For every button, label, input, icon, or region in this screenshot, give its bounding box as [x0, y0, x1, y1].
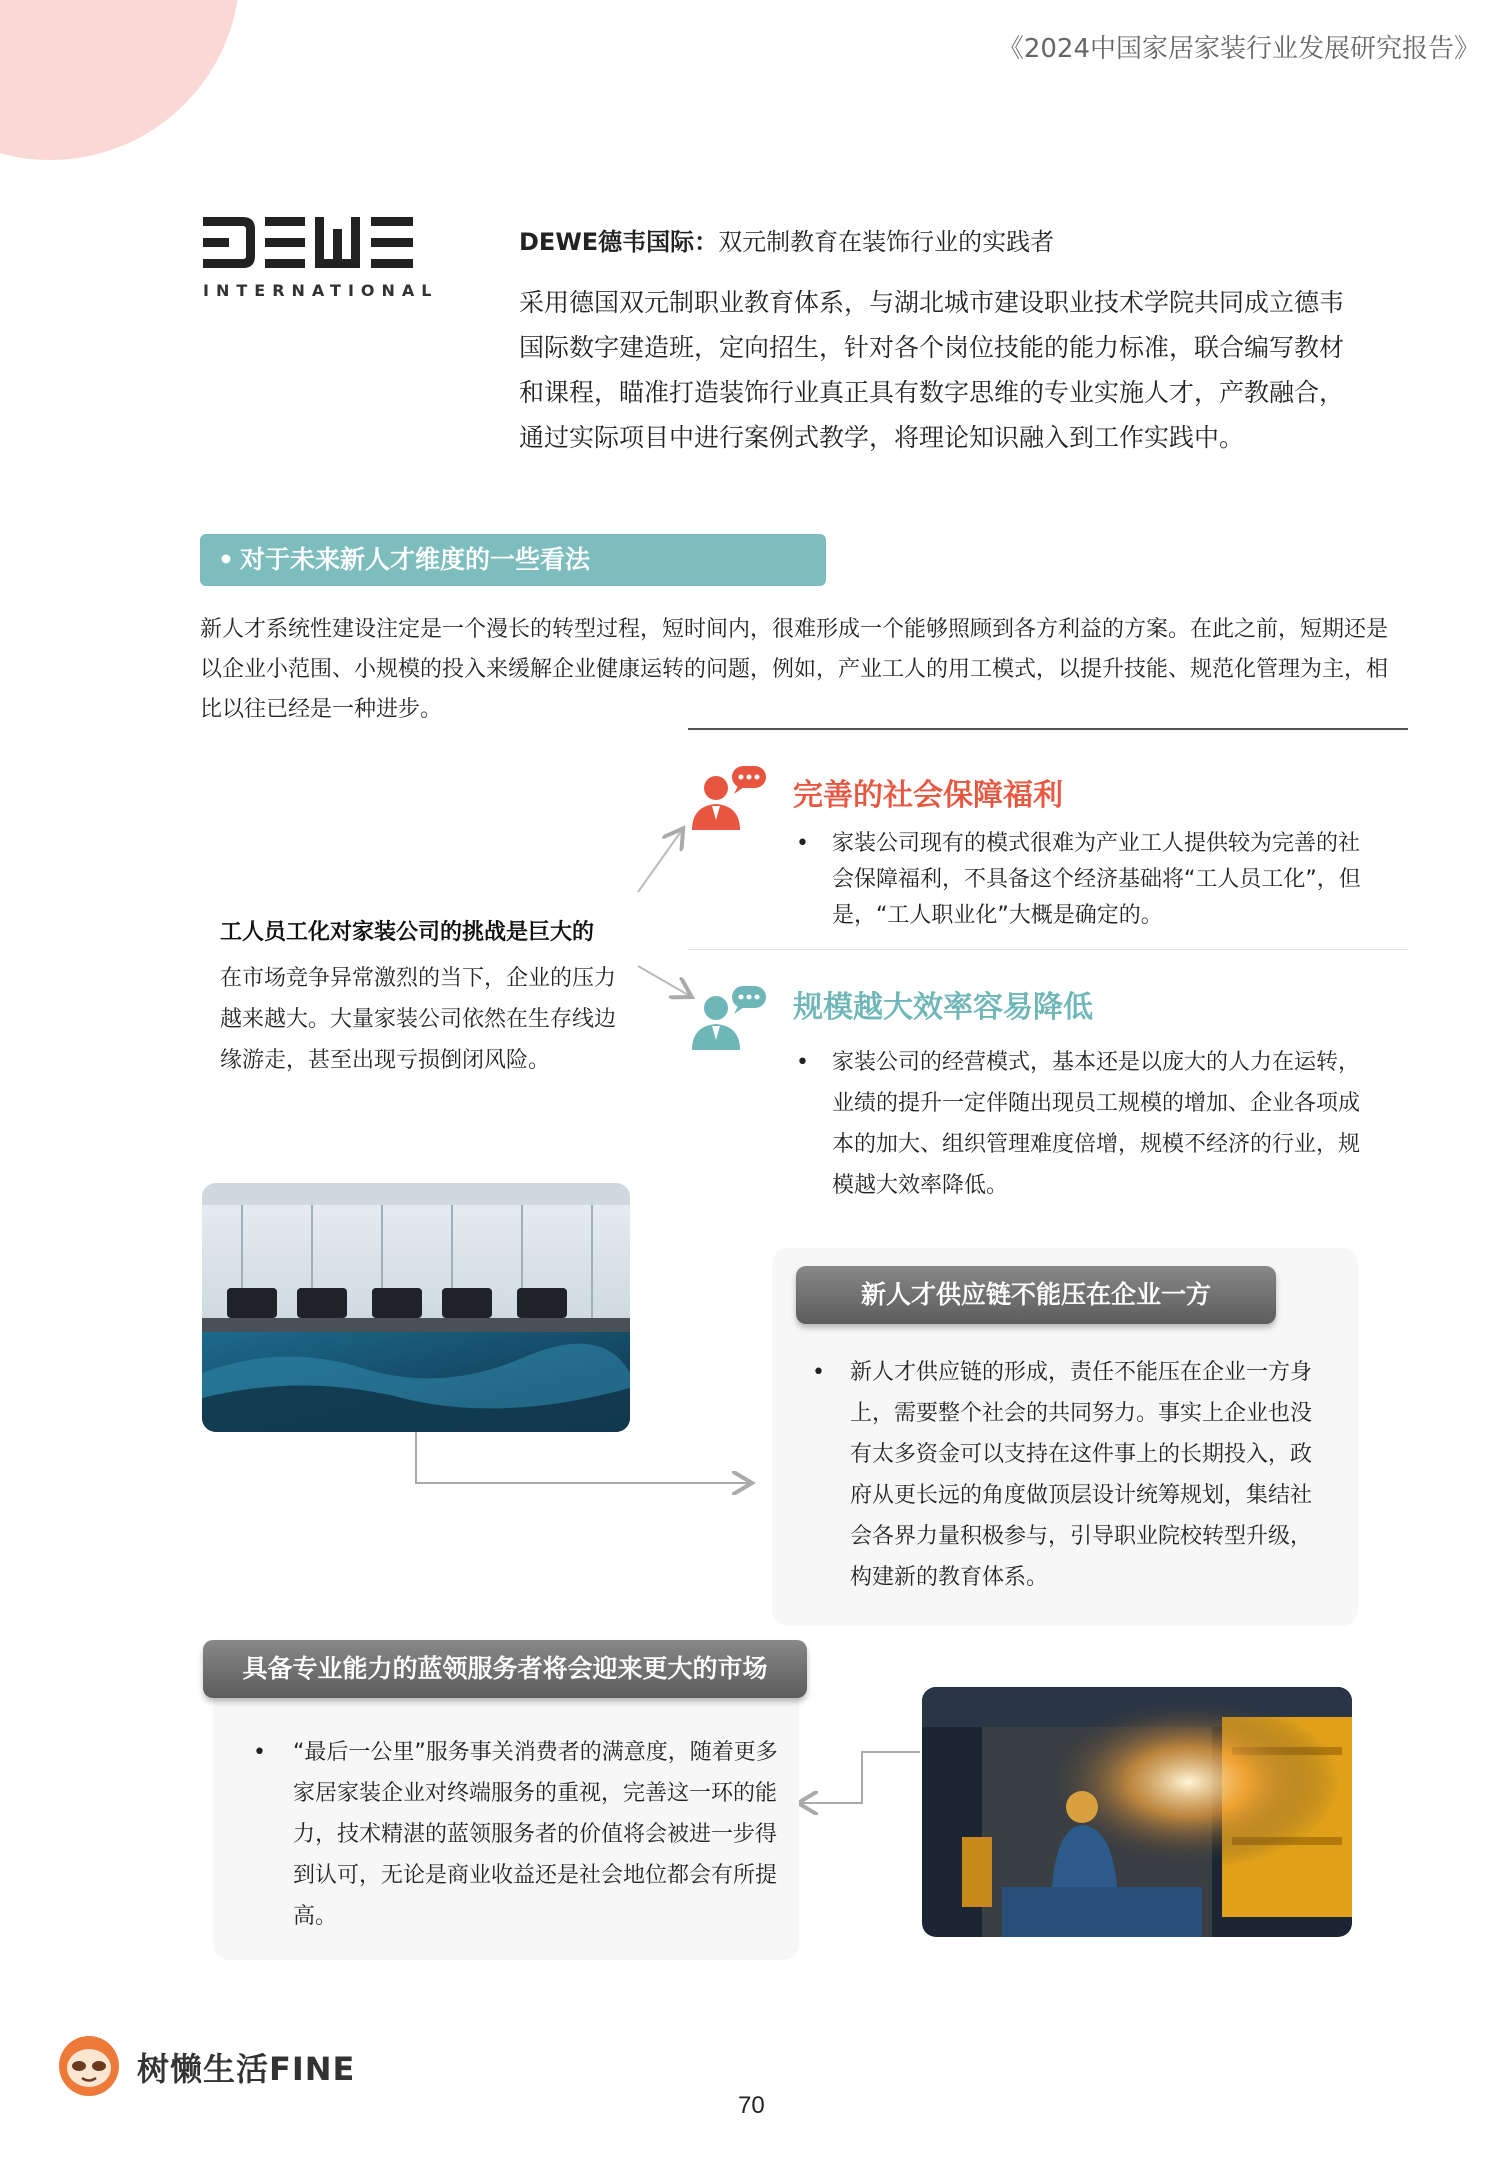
- office-photo: [202, 1183, 630, 1432]
- dewe-heading-rest: 双元制教育在装饰行业的实践者: [718, 228, 1055, 256]
- sloth-logo-icon: [55, 2030, 127, 2100]
- worker-speech-icon: [688, 982, 768, 1052]
- feature-text-scale: 家装公司的经营模式，基本还是以庞大的人力在运转，业绩的提升一定伴随出现员工规模的增加、企业各项成本的加大、组织管理难度倍增，规模不经济的行业，规模越大效率降低。: [832, 1050, 1361, 1198]
- blue-collar-body: [253, 1732, 793, 1937]
- dewe-heading-bold: DEWE德韦国际：: [519, 228, 719, 256]
- supply-bullet: •: [812, 1360, 825, 1385]
- footer-brand-name: 树懒生活FINE: [137, 2050, 356, 2088]
- section-heading-pill: [200, 534, 826, 586]
- report-title: 《2024中国家居家装行业发展研究报告》: [997, 34, 1480, 64]
- section-title: 对于未来新人才维度的一些看法: [240, 545, 591, 574]
- feature-bullet: •: [796, 831, 809, 856]
- worker-speech-icon: [688, 762, 768, 832]
- divider-top: [688, 728, 1408, 730]
- intro-paragraph: 新人才系统性建设注定是一个漫长的转型过程，短时间内，很难形成一个能够照顾到各方利益的方案。在此之前，短期还是以企业小范围、小规模的投入来缓解企业健康运转的问题，例如，产业工人的用工模式，以提升技能、规范化管理为主，相比以往已经是一种进步。: [200, 617, 1389, 722]
- page-number: 70: [738, 2092, 765, 2119]
- feature-bullet: •: [796, 1050, 809, 1075]
- decorative-corner-circle: [0, 0, 240, 160]
- feature-title-welfare: 完善的社会保障福利: [793, 778, 1063, 813]
- office-photo-illustration: [202, 1183, 630, 1432]
- worker-photo: [922, 1687, 1352, 1937]
- dewe-heading: [519, 222, 1054, 257]
- feature-body-welfare: [796, 826, 1362, 934]
- supply-chain-body: [812, 1352, 1330, 1598]
- supply-chain-title-pill: 新人才供应链不能压在企业一方: [796, 1266, 1276, 1324]
- blue-collar-text: “最后一公里”服务事关消费者的满意度，随着更多家居家装企业对终端服务的重视，完善这一环的能力，技术精湛的蓝领服务者的价值将会被进一步得到认可，无论是商业收益还是社会地位都会有所提高。: [293, 1740, 778, 1929]
- feature-body-scale: [796, 1042, 1372, 1206]
- blue-collar-title-pill: 具备专业能力的蓝领服务者将会迎来更大的市场: [203, 1640, 807, 1698]
- blue-collar-bullet: •: [253, 1740, 266, 1765]
- left-block-title: 工人员工化对家装公司的挑战是巨大的: [220, 920, 595, 945]
- feature-text-welfare: 家装公司现有的模式很难为产业工人提供较为完善的社会保障福利，不具备这个经济基础将“工人员工化”，但是，“工人职业化”大概是确定的。: [832, 831, 1361, 928]
- dewe-logo-mark: [203, 215, 423, 275]
- footer-brand-logo: [55, 2030, 375, 2100]
- feature-title-scale: 规模越大效率容易降低: [793, 990, 1093, 1025]
- divider-middle: [688, 949, 1408, 950]
- left-block-body: 在市场竞争异常激烈的当下，企业的压力越来越大。大量家装公司依然在生存线边缘游走，甚至出现亏损倒闭风险。: [220, 966, 617, 1073]
- dewe-body: 采用德国双元制职业教育体系，与湖北城市建设职业技术学院共同成立德韦国际数字建造班，定向招生，针对各个岗位技能的能力标准，联合编写教材和课程，瞄准打造装饰行业真正具有数字思维的专业实施人才，产教融合，通过实际项目中进行案例式教学，将理论知识融入到工作实践中。: [519, 288, 1345, 452]
- section-bullet: •: [218, 545, 234, 574]
- dewe-logo-subtitle: INTERNATIONAL: [203, 281, 439, 300]
- supply-chain-text: 新人才供应链的形成，责任不能压在企业一方身上，需要整个社会的共同努力。事实上企业也没有太多资金可以支持在这件事上的长期投入，政府从更长远的角度做顶层设计统筹规划，集结社会各界力量积极参与，引导职业院校转型升级，构建新的教育体系。: [850, 1360, 1313, 1590]
- worker-photo-illustration: [922, 1687, 1352, 1937]
- dewe-logo: [203, 215, 439, 305]
